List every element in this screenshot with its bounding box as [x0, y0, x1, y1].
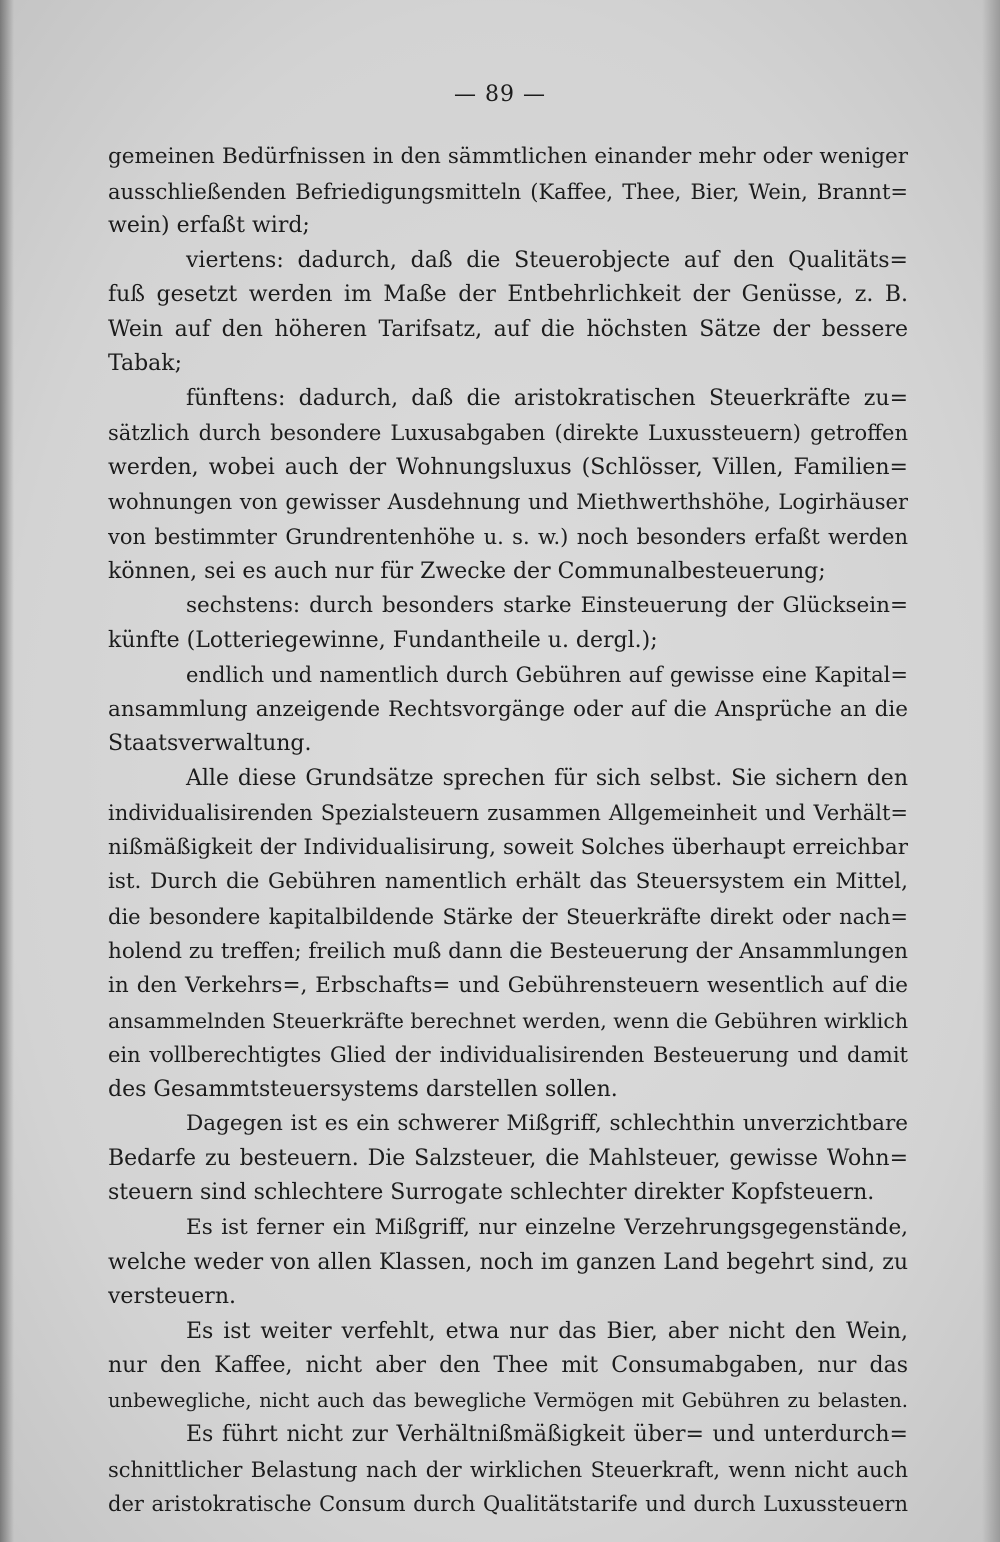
text-line: fuß gesetzt werden im Maße der Entbehrlichkeit der Genüsse, z. B.	[108, 282, 908, 308]
body-text	[108, 140, 908, 1522]
text-line: werden, wobei auch der Wohnungsluxus (Schlösser, Villen, Familien=	[108, 454, 908, 480]
text-line: endlich und namentlich durch Gebühren auf gewisse eine Kapital=	[186, 663, 908, 688]
text-line: Staatsverwaltung.	[108, 731, 312, 757]
text-line: Dagegen ist es ein schwerer Mißgriff, schlechthin unverzichtbare	[186, 1111, 908, 1137]
page-shadow-right	[982, 0, 1000, 1542]
text-line: Es führt nicht zur Verhältnißmäßigkeit über= und unterdurch=	[186, 1422, 908, 1448]
text-line: schnittlicher Belastung nach der wirklichen Steuerkraft, wenn nicht auch	[108, 1457, 908, 1482]
text-line: individualisirenden Spezialsteuern zusammen Allgemeinheit und Verhält=	[108, 801, 908, 826]
text-line: Wein auf den höheren Tarifsatz, auf die höchsten Sätze der bessere	[108, 316, 908, 342]
text-line: viertens: dadurch, daß die Steuerobjecte auf den Qualitäts=	[186, 247, 908, 273]
text-line: ansammelnden Steuerkräfte berechnet werden, wenn die Gebühren wirklich	[108, 1008, 908, 1033]
page-number: — 89 —	[454, 82, 546, 107]
text-line: sechstens: durch besonders starke Einsteuerung der Glücksein=	[186, 593, 908, 619]
text-line: versteuern.	[108, 1284, 236, 1310]
text-line: sätzlich durch besondere Luxusabgaben (direkte Luxussteuern) getroffen	[108, 421, 908, 446]
text-line: unbewegliche, nicht auch das bewegliche Vermögen mit Gebühren zu belasten.	[108, 1388, 908, 1412]
text-line: wein) erfaßt wird;	[108, 213, 310, 239]
text-line: von bestimmter Grundrentenhöhe u. s. w.) noch besonders erfaßt werden	[108, 525, 908, 550]
text-line: holend zu treffen; freilich muß dann die Besteuerung der Ansammlungen	[108, 938, 908, 964]
text-line: ansammlung anzeigende Rechtsvorgänge oder auf die Ansprüche an die	[108, 696, 908, 722]
text-line: nißmäßigkeit der Individualisirung, soweit Solches überhaupt erreichbar	[108, 834, 908, 860]
text-line: der aristokratische Consum durch Qualitätstarife und durch Luxussteuern	[108, 1492, 908, 1517]
text-line: die besondere kapitalbildende Stärke der Steuerkräfte direkt oder nach=	[108, 905, 908, 930]
text-line: künfte (Lotteriegewinne, Fundantheile u. dergl.);	[108, 627, 658, 653]
text-line: des Gesammtsteuersystems darstellen sollen.	[108, 1076, 618, 1102]
text-line: fünftens: dadurch, daß die aristokratischen Steuerkräfte zu=	[186, 385, 908, 411]
text-line: können, sei es auch nur für Zwecke der Communalbesteuerung;	[108, 558, 826, 584]
text-line: welche weder von allen Klassen, noch im ganzen Land begehrt sind, zu	[108, 1249, 908, 1275]
text-line: nur den Kaffee, nicht aber den Thee mit Consumabgaben, nur das	[108, 1353, 908, 1379]
text-line: steuern sind schlechtere Surrogate schlechter direkter Kopfsteuern.	[108, 1180, 875, 1206]
text-line: wohnungen von gewisser Ausdehnung und Miethwerthshöhe, Logirhäuser	[108, 490, 908, 515]
text-line: ist. Durch die Gebühren namentlich erhält das Steuersystem ein Mittel,	[108, 869, 908, 895]
text-line: ausschließenden Befriedigungsmitteln (Kaffee, Thee, Bier, Wein, Brannt=	[108, 179, 908, 204]
text-line: in den Verkehrs=, Erbschafts= und Gebührensteuern wesentlich auf die	[108, 973, 908, 999]
text-line: Bedarfe zu besteuern. Die Salzsteuer, die Mahlsteuer, gewisse Wohn=	[108, 1145, 908, 1171]
text-line: Tabak;	[108, 351, 183, 377]
text-line: gemeinen Bedürfnissen in den sämmtlichen einander mehr oder weniger	[108, 144, 908, 169]
text-line: Alle diese Grundsätze sprechen für sich selbst. Sie sichern den	[186, 765, 908, 791]
text-line: ein vollberechtigtes Glied der individualisirenden Besteuerung und damit	[108, 1043, 908, 1068]
page-shadow-left	[0, 0, 14, 1542]
text-line: Es ist ferner ein Mißgriff, nur einzelne Verzehrungsgegenstände,	[186, 1214, 908, 1240]
text-line: Es ist weiter verfehlt, etwa nur das Bier, aber nicht den Wein,	[186, 1318, 908, 1344]
